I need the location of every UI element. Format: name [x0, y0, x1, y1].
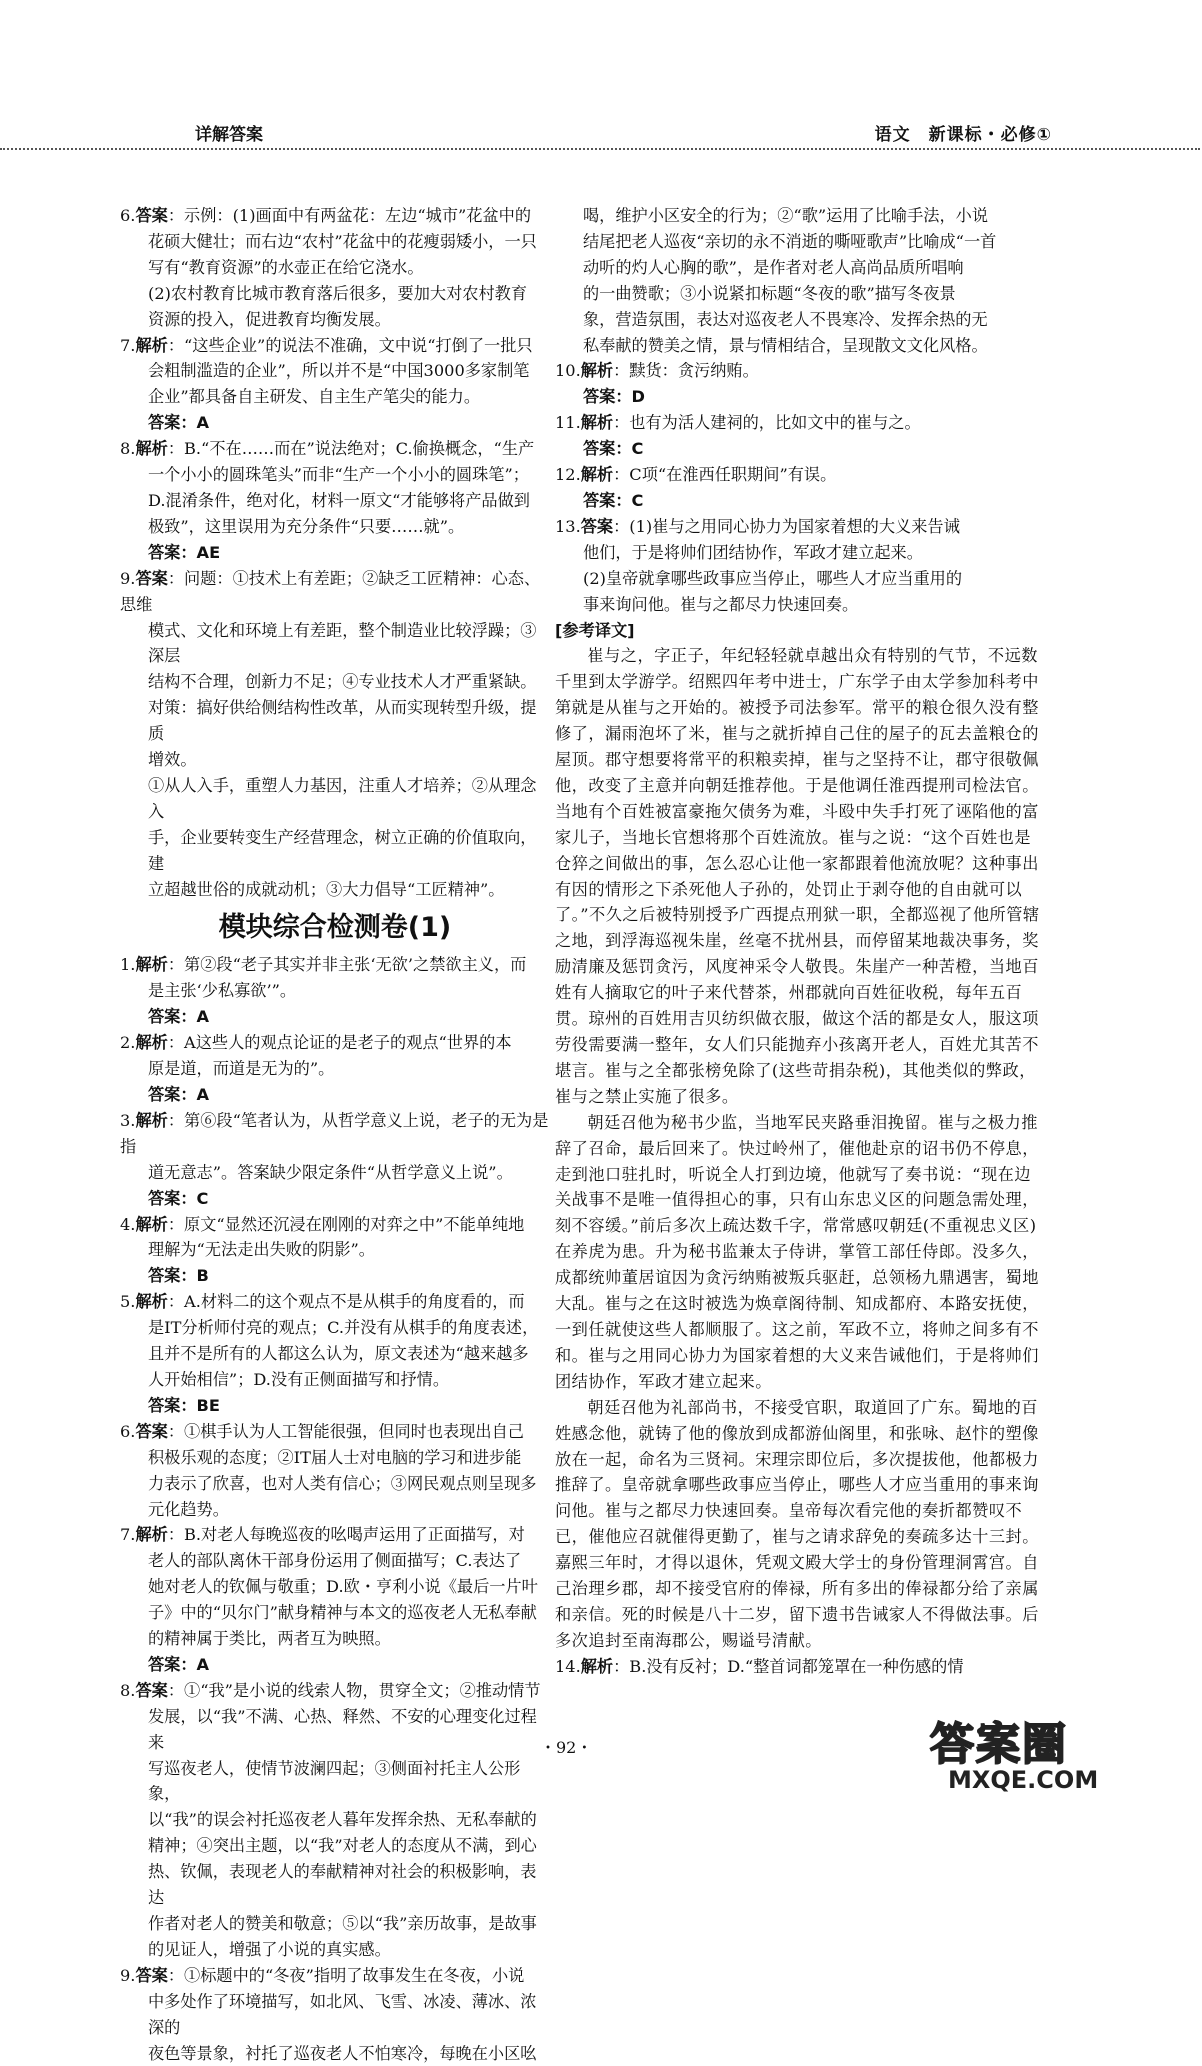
item-number: 9. [120, 1965, 136, 1985]
item-line: 的精神属于类比，两者互为映照。 [148, 1629, 391, 1649]
answer-item-12 [555, 462, 1045, 514]
item-line: 的一曲赞歌；③小说紧扣标题“冬夜的歌”描写冬夜景 [583, 283, 956, 303]
item-answer: 答案：A [148, 1085, 210, 1104]
item-answer: 答案：C [583, 439, 644, 459]
item-line: 动听的灼人心胸的歌”，是作者对老人高尚品质所唱响 [583, 257, 964, 277]
item-line: 象，营造氛围，表达对巡夜老人不畏寒冷、发挥余热的无 [583, 309, 988, 329]
item-number: 5. [120, 1292, 136, 1312]
item-line: ：C项“在淮西任职期间”有误。 [613, 465, 837, 485]
translation-paragraph: 朝廷召他为秘书少监，当地军民夹路垂泪挽留。崔与之极力推辞了召命，最后回来了。快过岭州了，催他赴京的诏书仍不停息，走到池口驻扎时，听说全人打到边境，他就写了奏书说：“现在边关战事不是唯一值得担心的事，只有山东忠义区的问题急需处理，刻不容缓。”前后多次上疏达数千字，常常感叹朝廷(不重视忠义区)在养虎为患。升为秘书监兼太子侍讲，掌管工部任侍郎。没多久，成都统帅董居谊因为贪污纳贿被叛兵驱赶，总领杨九鼎遇害，蜀地大乱。崔与之在这时被选为焕章阁待制、知成都府、本路安抚使，一到任就使这些人都顺服了。这之前，军政不立，将帅之间多有不和。崔与之用同心协力为国家着想的大义来告诫他们，于是将帅们团结协作，军政才建立起来。 [555, 1112, 1039, 1391]
item-line: ：也有为活人建祠的，比如文中的崔与之。 [613, 413, 921, 433]
item-label: 答案 [135, 206, 168, 225]
answer-item-9 [120, 566, 550, 903]
section-title: 模块综合检测卷(1) [218, 912, 452, 944]
item-label: 解析 [135, 335, 168, 355]
item-number: 10. [555, 361, 581, 381]
continued-answer-9 [555, 203, 1045, 358]
item-line: 道无意志”。答案缺少限定条件“从哲学意义上说”。 [148, 1162, 513, 1182]
item-label: 答案 [135, 1680, 168, 1700]
item-answer: 答案：A [148, 413, 210, 433]
item-line: ：B.对老人每晚巡夜的吆喝声运用了正面描写，对 [167, 1525, 525, 1545]
answer-item-s3 [120, 1108, 550, 1212]
translation-paragraph: 朝廷召他为礼部尚书，不接受官职，取道回了广东。蜀地的百姓感念他，就铸了他的像放到成都游仙阁里，和张咏、赵忭的塑像放在一起，命名为三贤祠。宋理宗即位后，多次提拔他，他都极力推辞了。皇帝就拿哪些政事应当停止，哪些人才应当重用的事来询问他。崔与之都尽力快速回奏。皇帝每次看完他的奏折都赞叹不已，催他应召就催得更勤了，崔与之请求辞免的奏疏多达十三封。嘉熙三年时，才得以退休，凭观文殿大学士的身份管理洞霄宫。自己治理乡郡，却不接受官府的俸禄，所有多出的俸禄都分给了亲属和亲信。死的时候是八十二岁，留下遗书告诫家人不得做法事。后多次追封至南海郡公，赐谥号清献。 [555, 1397, 1039, 1650]
item-line: ：①棋手认为人工智能很强，但同时也表现出自己 [167, 1421, 524, 1441]
item-label: 解析 [580, 361, 614, 381]
item-answer: 答案：C [583, 490, 644, 510]
item-number: 11. [555, 413, 581, 433]
item-line: D.混淆条件，绝对化，材料一原文“才能够将产品做到 [148, 490, 530, 510]
item-line: 以“我”的误会衬托巡夜老人暮年发挥余热、无私奉献的 [148, 1810, 537, 1830]
item-label: 解析 [580, 1656, 614, 1676]
answer-item-6 [120, 203, 550, 333]
item-number: 6. [120, 206, 136, 225]
item-line: 人开始相信”；D.没有正侧面描写和抒情。 [148, 1369, 450, 1389]
item-label: 解析 [135, 1214, 168, 1234]
item-label: 解析 [135, 1110, 168, 1130]
item-line: 热、钦佩，表现老人的奉献精神对社会的积极影响，表达 [148, 1862, 537, 1908]
header-right-title: 语文 新课标・必修① [874, 125, 1052, 145]
page-number: ・92・ [540, 1738, 593, 1757]
header-left-title: 详解答案 [195, 125, 263, 145]
page-header [0, 0, 1202, 160]
item-line: ：黩货：贪污纳贿。 [613, 361, 759, 381]
header-divider [0, 148, 1200, 150]
item-number: 8. [120, 1680, 136, 1700]
item-number: 6. [120, 1421, 136, 1441]
item-line: 私奉献的赞美之情，景与情相结合，呈现散文文化风格。 [583, 335, 988, 355]
item-line: 理解为“无法走出失败的阴影”。 [148, 1240, 375, 1260]
item-line: 中多处作了环境描写，如北风、飞雪、冰凌、薄冰、浓深的 [148, 1991, 537, 2037]
left-column [120, 203, 550, 2066]
answer-item-s1 [120, 952, 550, 1030]
item-line: 积极乐观的态度；②IT届人士对电脑的学习和进步能 [148, 1447, 522, 1467]
item-line: 元化趋势。 [148, 1499, 229, 1519]
item-label: 解析 [135, 1292, 168, 1312]
item-line: ：①“我”是小说的线索人物，贯穿全文；②推动情节 [167, 1680, 541, 1700]
item-line: 花硕大健壮；而右边“农村”花盆中的花瘦弱矮小，一只 [148, 231, 537, 251]
item-line: (2)农村教育比城市教育落后很多，要加大对农村教育 [148, 283, 528, 303]
answer-item-s8 [120, 1678, 550, 1963]
item-number: 9. [120, 568, 136, 588]
item-line: 结构不合理，创新力不足；④专业技术人才严重紧缺。 [148, 672, 537, 692]
item-answer: 答案：B [148, 1266, 209, 1286]
item-line: ：原文“显然还沉浸在刚刚的对弈之中”不能单纯地 [167, 1214, 525, 1234]
item-line: 结尾把老人巡夜“亲切的永不消逝的嘶哑歌声”比喻成“一首 [583, 231, 997, 251]
answer-item-10 [555, 358, 1045, 410]
item-line: 立超越世俗的成就动机；③大力倡导“工匠精神”。 [148, 879, 505, 899]
item-answer: 答案：C [148, 1188, 209, 1208]
item-line: 企业”都具备自主研发、自主生产笔尖的能力。 [148, 387, 481, 407]
item-line: ：A这些人的观点论证的是老子的观点“世界的本 [167, 1033, 512, 1053]
item-answer: 答案：BE [148, 1395, 220, 1415]
answer-item-s2 [120, 1030, 550, 1108]
item-line: ：第②段“老子其实并非主张‘无欲’之禁欲主义，而 [167, 955, 527, 975]
answer-item-s9 [120, 1963, 550, 2066]
item-answer: 答案：A [148, 1007, 210, 1027]
item-label: 解析 [135, 1525, 168, 1545]
watermark-logo-text: 答案圈 [930, 1719, 1068, 1770]
item-line: 是IT分析师付亮的观点；C.并没有从棋手的角度表述， [148, 1318, 539, 1338]
item-answer: 答案：D [583, 387, 645, 407]
answer-item-7 [120, 333, 550, 437]
item-number: 13. [555, 516, 581, 536]
item-line: 力表示了欣喜，也对人类有信心；③网民观点则呈现多 [148, 1473, 537, 1493]
item-line: ：示例：(1)画面中有两盆花：左边“城市”花盆中的 [167, 206, 532, 225]
item-label: 答案 [135, 1965, 168, 1985]
item-line: 增效。 [148, 750, 197, 770]
answer-item-13 [555, 514, 1045, 618]
item-line: 对策：搞好供给侧结构性改革，从而实现转型升级，提质 [148, 698, 537, 744]
item-label: 答案 [580, 516, 614, 536]
right-column [555, 203, 1045, 1680]
item-number: 1. [120, 955, 136, 975]
item-line: 子》中的“贝尔门”献身精神与本文的巡夜老人无私奉献 [148, 1603, 537, 1623]
item-line: 夜色等景象，衬托了巡夜老人不怕寒冷，每晚在小区吆 [148, 2043, 537, 2063]
answer-item-s6 [120, 1419, 550, 1523]
item-number: 8. [120, 439, 136, 459]
item-line: 写有“教育资源”的水壶正在给它浇水。 [148, 257, 424, 277]
item-line: 资源的投入，促进教育均衡发展。 [148, 309, 391, 329]
answer-item-11 [555, 410, 1045, 462]
item-line: (2)皇帝就拿哪些政事应当停止，哪些人才应当重用的 [583, 568, 963, 588]
item-line: 老人的部队离休干部身份运用了侧面描写；C.表达了 [148, 1551, 522, 1571]
item-line: ：B.“不在……而在”说法绝对；C.偷换概念，“生产 [167, 439, 535, 459]
item-line: 事来询问他。崔与之都尽力快速回奏。 [583, 594, 859, 614]
item-line: ：B.没有反衬；D.“整首词都笼罩在一种伤感的情 [613, 1656, 964, 1676]
item-label: 答案 [135, 1421, 168, 1441]
item-line: ：“这些企业”的说法不准确，文中说“打倒了一批只 [167, 335, 533, 355]
answer-item-14 [555, 1654, 1045, 1680]
item-number: 2. [120, 1033, 136, 1053]
answer-item-s5 [120, 1289, 550, 1419]
item-number: 12. [555, 465, 581, 485]
item-label: 解析 [135, 1033, 168, 1053]
item-line: 的见证人，增强了小说的真实感。 [148, 1939, 391, 1959]
item-line: 发展，以“我”不满、心热、释然、不安的心理变化过程来 [148, 1706, 537, 1752]
item-line: 写巡夜老人，使情节波澜四起；③侧面衬托主人公形象， [148, 1758, 521, 1804]
item-line: 且并不是所有的人都这么认为，原文表述为“越来越多 [148, 1344, 529, 1364]
answer-item-8 [120, 436, 550, 566]
item-line: 原是道，而道是无为的”。 [148, 1059, 335, 1079]
item-line: ：问题：①技术上有差距；②缺乏工匠精神：心态、思维 [120, 568, 541, 614]
item-line: ①从人入手，重塑人力基因，注重人才培养；②从理念入 [148, 775, 537, 821]
item-number: 3. [120, 1110, 136, 1130]
item-label: 解析 [135, 439, 168, 459]
item-label: 解析 [135, 955, 168, 975]
watermark-url: MXQE.COM [948, 1766, 1099, 1794]
item-number: 4. [120, 1214, 136, 1234]
item-answer: 答案：AE [148, 542, 221, 562]
item-line: ：A.材料二的这个观点不是从棋手的角度看的，而 [167, 1292, 525, 1312]
item-line: 模式、文化和环境上有差距，整个制造业比较浮躁；③深层 [148, 620, 537, 666]
site-watermark [930, 1708, 1150, 1794]
translation-paragraph: 崔与之，字正子，年纪轻轻就卓越出众有特别的气节，不远数千里到太学游学。绍熙四年考中进士，广东学子由太学参加科考中第就是从崔与之开始的。被授予司法参军。常平的粮仓很久没有整修了，漏雨泡坏了米，崔与之就折掉自己住的屋子的瓦去盖粮仓的屋顶。郡守想要将常平的积粮卖掉，崔与之坚持不让，郡守很敬佩他，改变了主意并向朝廷推荐他。于是他调任淮西提刑司检法官。当地有个百姓被富豪拖欠债务为难，斗殴中失手打死了诬陷他的富家儿子，当地长官想将那个百姓流放。崔与之说：“这个百姓也是仓猝之间做出的事，怎么忍心让他一家都跟着他流放呢？这种事出有因的情形之下杀死他人子孙的，处罚止于剥夺他的自由就可以了。”不久之后被特别授予广西提点刑狱一职，全都巡视了他所管辖之地，到浮海巡视朱崖，丝毫不扰州县，而停留某地裁决事务，奖励清廉及惩罚贪污，风度神采令人敬畏。朱崖产一种苦橙，当地百姓有人摘取它的叶子来代替茶，州郡就向百姓征收税，每年五百贯。琼州的百姓用吉贝纺织做衣服，做这个活的都是女人，服这项劳役需要满一整年，女人们只能抛弃小孩离开老人，百姓尤其苦不堪言。崔与之全都张榜免除了(这些苛捐杂税)，其他类似的弊政，崔与之禁止实施了很多。 [555, 646, 1040, 1106]
answer-item-s4 [120, 1212, 550, 1290]
item-label: 答案 [135, 568, 168, 588]
item-line: ：(1)崔与之用同心协力为国家着想的大义来告诫 [613, 516, 960, 536]
item-line: 精神；④突出主题，以“我”对老人的态度从不满，到心 [148, 1836, 537, 1856]
item-answer: 答案：A [148, 1654, 210, 1674]
item-number: 14. [555, 1656, 581, 1676]
item-line: 喝，维护小区安全的行为；②“歌”运用了比喻手法，小说 [583, 206, 989, 225]
item-line: ：第⑥段“笔者认为，从哲学意义上说，老子的无为是指 [120, 1110, 549, 1156]
answer-item-s7 [120, 1522, 550, 1677]
item-line: 会粗制滥造的企业”，所以并不是“中国3000多家制笔 [148, 361, 530, 381]
item-line: 一个小小的圆珠笔头”而非“生产一个小小的圆珠笔”； [148, 465, 529, 485]
item-line: 手，企业要转变生产经营理念，树立正确的价值取向，建 [148, 827, 537, 873]
item-label: 解析 [580, 465, 614, 485]
item-line: 他们，于是将帅们团结协作，军政才建立起来。 [583, 542, 923, 562]
item-line: 她对老人的钦佩与敬重；D.欧・亨利小说《最后一片叶 [148, 1577, 538, 1597]
item-line: 作者对老人的赞美和敬意；⑤以“我”亲历故事，是故事 [148, 1914, 537, 1933]
item-line: 是主张‘少私寡欲’”。 [148, 981, 297, 1001]
reference-translation-title: [参考译文] [555, 620, 635, 640]
item-line: 极致”，这里误用为充分条件“只要……就”。 [148, 516, 465, 536]
item-number: 7. [120, 1525, 136, 1545]
item-number: 7. [120, 335, 136, 355]
item-line: ：①标题中的“冬夜”指明了故事发生在冬夜，小说 [167, 1965, 525, 1985]
item-label: 解析 [580, 413, 614, 433]
